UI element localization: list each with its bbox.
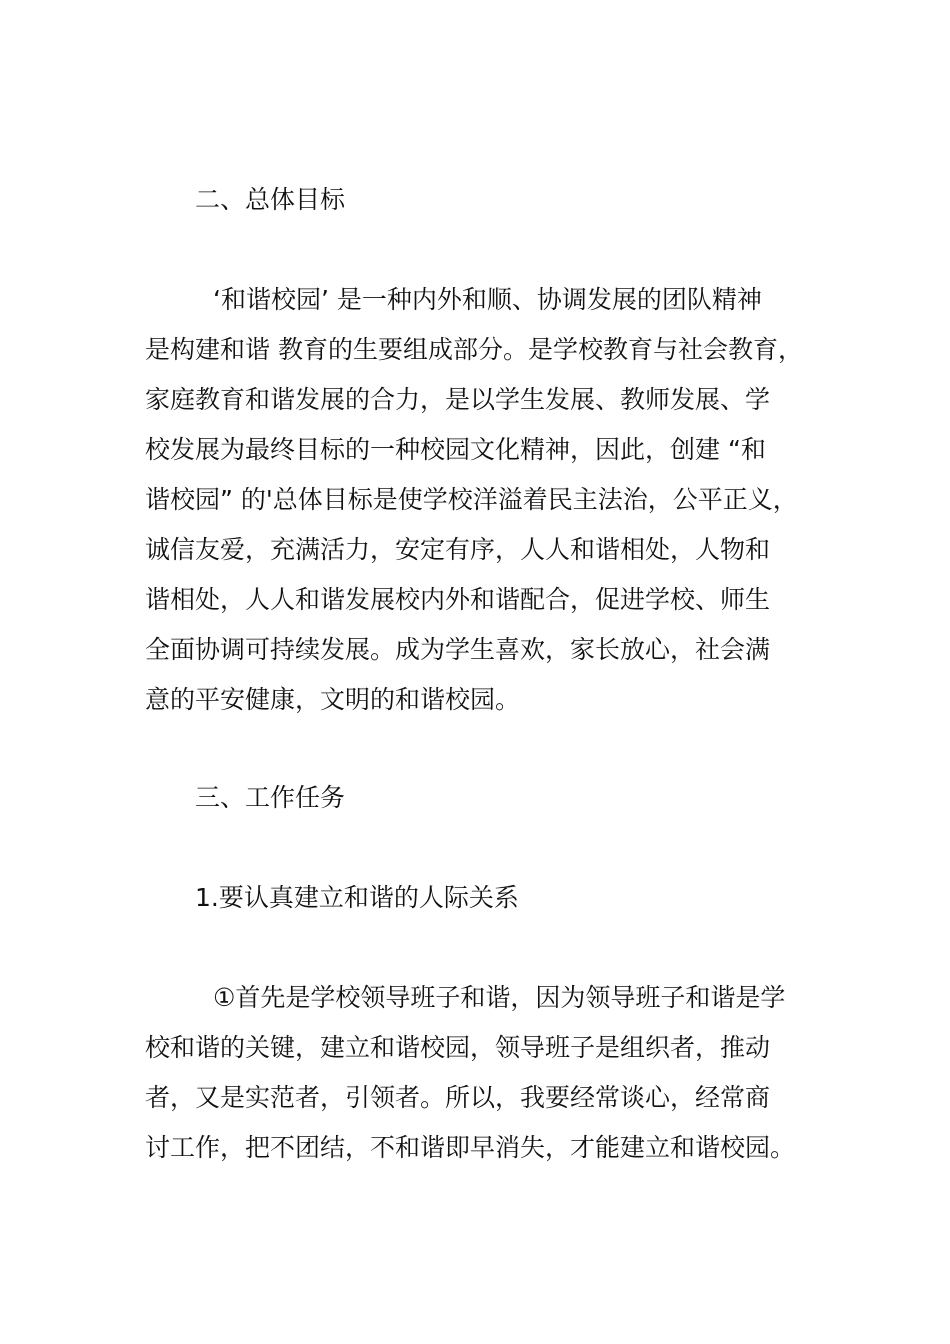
overall-goal-paragraph	[145, 275, 835, 725]
paragraph-line: 是构建和谐 教育的生要组成部分。是学校教育与社会教育，	[145, 335, 803, 364]
paragraph-line: ①首先是学校领导班子和谐，因为领导班子和谐是学	[213, 983, 786, 1012]
subsection-heading-interpersonal: 1.要认真建立和谐的人际关系	[195, 883, 519, 912]
paragraph-line: 讨工作，把不团结，不和谐即早消失，才能建立和谐校园。	[145, 1133, 796, 1162]
paragraph-line: 谐校园” 的'总体目标是使学校洋溢着民主法治，公平正义，	[145, 485, 798, 514]
paragraph-line: 者，又是实范者，引领者。所以，我要经常谈心，经常商	[145, 1083, 771, 1112]
paragraph-line: 校发展为最终目标的一种校园文化精神，因此，创建 “和	[145, 435, 766, 464]
section-heading-overall-goal: 二、总体目标	[195, 185, 346, 214]
paragraph-line: 校和谐的关键，建立和谐校园，领导班子是组织者，推动	[145, 1033, 771, 1062]
paragraph-line: 家庭教育和谐发展的合力，是以学生发展、教师发展、学	[145, 385, 771, 414]
paragraph-line: 诚信友爱，充满活力，安定有序，人人和谐相处，人物和	[145, 535, 771, 564]
paragraph-line: 意的平安健康，文明的和谐校园。	[145, 685, 521, 714]
work-tasks-paragraph	[145, 973, 835, 1173]
paragraph-line: 谐相处，人人和谐发展校内外和谐配合，促进学校、师生	[145, 585, 771, 614]
section-heading-work-tasks: 三、工作任务	[195, 783, 346, 812]
paragraph-line: 全面协调可持续发展。成为学生喜欢，家长放心，社会满	[145, 635, 771, 664]
paragraph-line: ‘和谐校园’ 是一种内外和顺、协调发展的团队精神	[213, 285, 762, 314]
